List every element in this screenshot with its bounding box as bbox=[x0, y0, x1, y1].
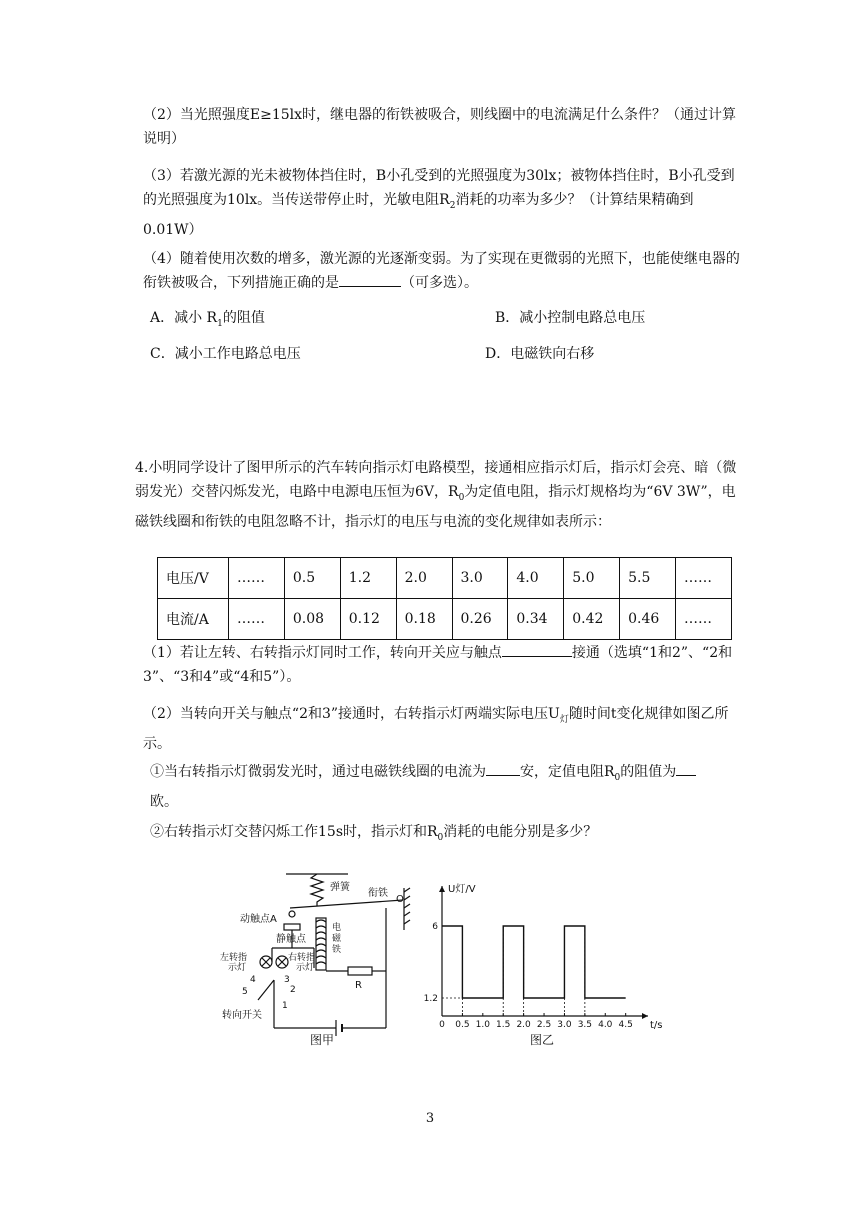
x-axis-label: t/s bbox=[650, 1020, 663, 1031]
answer-blank bbox=[676, 761, 696, 776]
table-cell: 0.42 bbox=[564, 599, 620, 640]
label-moving-contact: 动触点A bbox=[240, 914, 277, 925]
label-resistor: R bbox=[355, 980, 362, 991]
y-axis-arrow bbox=[439, 886, 445, 892]
label-contact-4: 4 bbox=[250, 975, 256, 985]
voltage-current-table bbox=[157, 557, 732, 640]
label-pivot-o: O bbox=[396, 894, 404, 905]
table-row bbox=[158, 558, 732, 599]
x-tick-label: 3.5 bbox=[577, 1020, 593, 1030]
table-cell: 0.12 bbox=[340, 599, 396, 640]
q3-part4: （4）随着使用次数的增多，激光源的光逐渐变弱。为了实现在更微弱的光照下，也能使继电器的衔铁被吸合，下列措施正确的是 （可多选）。 bbox=[143, 251, 740, 291]
voltage-time-chart bbox=[423, 868, 663, 1048]
label-electromagnet: 电磁铁 bbox=[332, 923, 342, 955]
label-spring: 弹簧 bbox=[330, 882, 350, 893]
option-a: A．减小 $R_1$的阻值 bbox=[150, 310, 265, 329]
q4-sub1: （1）若让左转、右转指示灯同时工作，转向开关应与触点 接通（选填“1和2”、“2和3”、“3和4”或“4和5”）。 bbox=[143, 641, 743, 689]
y-tick-label: 6 bbox=[432, 922, 438, 932]
table-cell: 5.0 bbox=[564, 558, 620, 599]
x-tick-label: 2.5 bbox=[536, 1020, 552, 1030]
x-tick-label: 4.0 bbox=[598, 1020, 613, 1030]
caption-yi: 图乙 bbox=[530, 1033, 555, 1047]
table-cell: 3.0 bbox=[452, 558, 508, 599]
q4-sub2-ii: ②右转指示灯交替闪烁工作15s时，指示灯和$R_0$消耗的电能分别是多少？ bbox=[150, 824, 598, 843]
series-line bbox=[442, 926, 626, 998]
label-contact-1: 1 bbox=[282, 1001, 288, 1011]
q3-part3: （3）若激光源的光未被物体挡住时，B小孔受到的光照强度为30lx；被物体挡住时，B小孔受到的光照强度为10lx。当传送带停止时，光敏电阻$R_2$消耗的功率为多少？（计算结果精确到0.01W） bbox=[143, 168, 735, 238]
label-armature: 衔铁 bbox=[368, 888, 388, 899]
table-row bbox=[158, 599, 732, 640]
caption-jia: 图甲 bbox=[310, 1033, 335, 1047]
label-static-contact: 静触点 bbox=[276, 934, 306, 945]
q4-intro: 4.小明同学设计了图甲所示的汽车转向指示灯电路模型，接通相应指示灯后，指示灯会亮、暗（微弱发光）交替闪烁发光，电路中电源电压恒为6V，$R_0$为定值电阻，指示灯规格均为“6V 3W”，电磁铁线圈和衔铁的电阻忽略不计，指示灯的电压与电流的变化规律如表所示： bbox=[135, 460, 737, 530]
x-axis-arrow bbox=[642, 1013, 648, 1019]
option-d: D．电磁铁向右移 bbox=[485, 346, 595, 362]
table-cell: 4.0 bbox=[508, 558, 564, 599]
table-cell: 5.5 bbox=[620, 558, 676, 599]
option-c: C．减小工作电路总电压 bbox=[150, 346, 301, 362]
table-cell: 电压/V bbox=[158, 558, 229, 599]
table-cell: 1.2 bbox=[340, 558, 396, 599]
circuit-diagram bbox=[218, 868, 418, 1048]
q4-sub2: （2）当转向开关与触点“2和3”接通时，右转指示灯两端实际电压$U_灯$随时间t变化规律如图乙所示。 bbox=[143, 706, 729, 752]
table-cell: 0.18 bbox=[396, 599, 452, 640]
y-tick-label: 1.2 bbox=[423, 994, 438, 1004]
x-tick-label: 1.0 bbox=[475, 1020, 490, 1030]
y-axis-label: U灯/V bbox=[448, 884, 476, 895]
x-tick-label: 0 bbox=[439, 1020, 445, 1030]
label-switch: 转向开关 bbox=[222, 1010, 262, 1021]
x-tick-label: 2.0 bbox=[516, 1020, 531, 1030]
table-cell: 2.0 bbox=[396, 558, 452, 599]
q3-part2: （2）当光照强度E≥15lx时，继电器的衔铁被吸合，则线圈中的电流满足什么条件？（通过计算说明） bbox=[143, 107, 737, 147]
option-b: B．减小控制电路总电压 bbox=[495, 310, 646, 326]
answer-blank bbox=[339, 272, 401, 287]
x-tick-label: 3.0 bbox=[557, 1020, 572, 1030]
answer-blank bbox=[486, 761, 520, 776]
answer-blank bbox=[502, 642, 572, 657]
label-contact-2: 2 bbox=[290, 985, 296, 995]
label-left-lamp: 左转指示灯 bbox=[220, 953, 248, 973]
table-cell: 0.34 bbox=[508, 599, 564, 640]
table-cell: 电流/A bbox=[158, 599, 229, 640]
table-cell: …… bbox=[229, 558, 285, 599]
table-cell: …… bbox=[676, 599, 732, 640]
table-cell: …… bbox=[676, 558, 732, 599]
x-tick-label: 1.5 bbox=[496, 1020, 511, 1030]
q4-sub2-i: ①当右转指示灯微弱发光时，通过电磁铁线圈的电流为 安，定值电阻$R_0$的阻值为 欧。 bbox=[150, 760, 740, 814]
label-right-lamp: 右转指示灯 bbox=[288, 953, 316, 973]
x-tick-label: 4.5 bbox=[618, 1020, 633, 1030]
label-contact-3: 3 bbox=[284, 975, 290, 985]
x-tick-label: 0.5 bbox=[455, 1020, 470, 1030]
label-contact-5: 5 bbox=[242, 987, 248, 997]
table-cell: 0.26 bbox=[452, 599, 508, 640]
table-cell: …… bbox=[229, 599, 285, 640]
table-cell: 0.46 bbox=[620, 599, 676, 640]
table-cell: 0.5 bbox=[284, 558, 340, 599]
table-cell: 0.08 bbox=[284, 599, 340, 640]
page-number: 3 bbox=[425, 1111, 435, 1126]
